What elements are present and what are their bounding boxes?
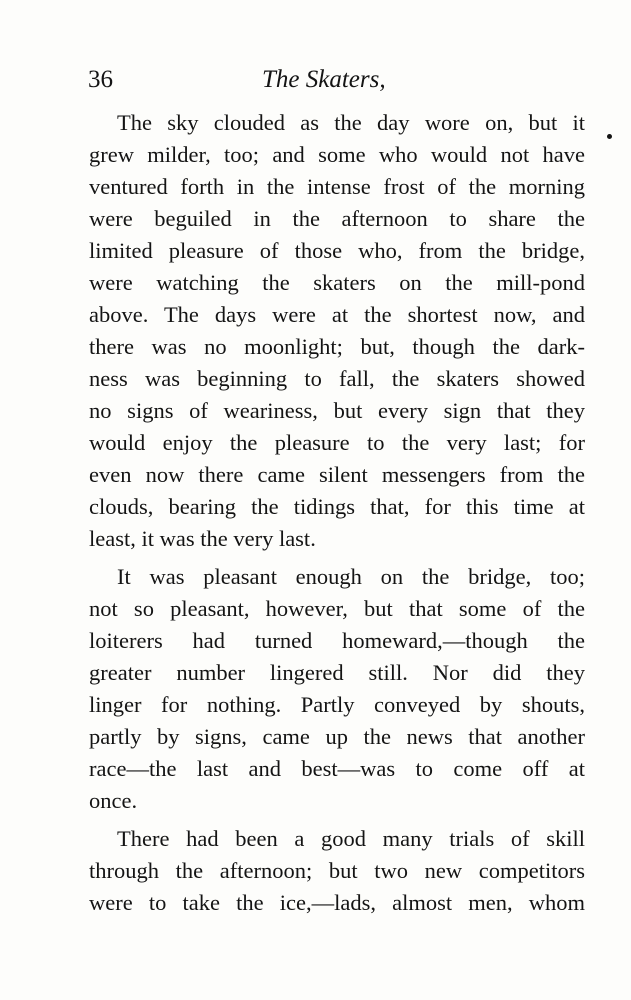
text-line: were to take the ice,—lads, almost men, whom <box>89 890 585 915</box>
text-line: linger for nothing. Partly conveyed by shouts, <box>89 692 585 717</box>
text-line: greater number lingered still. Nor did they <box>89 660 585 685</box>
page-header <box>88 62 588 98</box>
text-line: race—the last and best—was to come off at <box>89 756 585 781</box>
text-line: loiterers had turned homeward,—though the <box>89 628 585 653</box>
running-title: The Skaters, <box>262 66 386 93</box>
text-line: ventured forth in the intense frost of the morning <box>89 174 585 199</box>
text-line: there was no moonlight; but, though the dark- <box>89 334 585 359</box>
text-line: ness was beginning to fall, the skaters showed <box>89 366 585 391</box>
text-line: were watching the skaters on the mill-pond <box>89 270 585 295</box>
text-line: clouds, bearing the tidings that, for this time at <box>89 494 585 519</box>
page-number: 36 <box>88 66 113 93</box>
text-line: grew milder, too; and some who would not have <box>89 142 585 167</box>
text-line: limited pleasure of those who, from the bridge, <box>89 238 585 263</box>
text-line: through the afternoon; but two new competitors <box>89 858 585 883</box>
text-line: There had been a good many trials of skill <box>117 826 585 851</box>
text-line: least, it was the very last. <box>89 526 316 551</box>
text-line: were beguiled in the afternoon to share the <box>89 206 585 231</box>
text-line: The sky clouded as the day wore on, but it <box>117 110 585 135</box>
body-text <box>89 107 585 919</box>
text-line: not so pleasant, however, but that some of the <box>89 596 585 621</box>
text-line: above. The days were at the shortest now, and <box>89 302 585 327</box>
ink-mark <box>607 134 612 139</box>
text-line: would enjoy the pleasure to the very last; for <box>89 430 585 455</box>
text-line: It was pleasant enough on the bridge, too; <box>117 564 585 589</box>
text-line: no signs of weariness, but every sign that they <box>89 398 585 423</box>
text-line: once. <box>89 788 138 813</box>
text-line: even now there came silent messengers from the <box>89 462 585 487</box>
text-line: partly by signs, came up the news that another <box>89 724 585 749</box>
